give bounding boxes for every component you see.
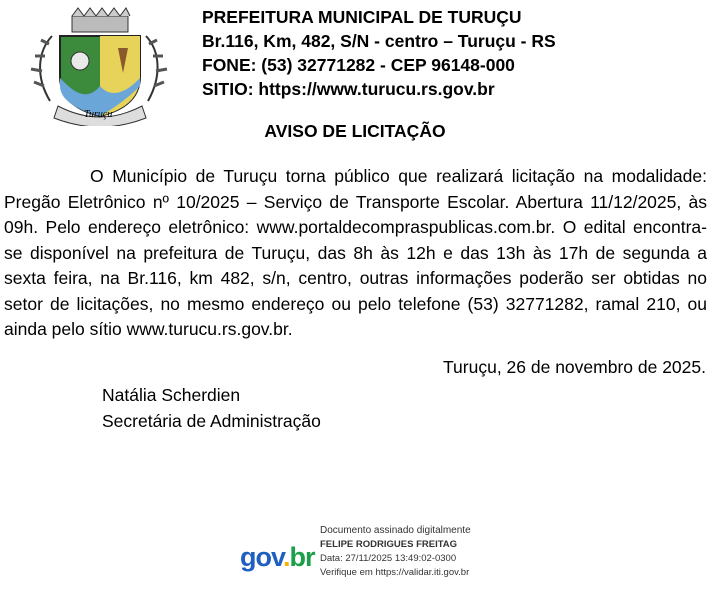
notice-body: O Município de Turuçu torna público que realizará licitação na modalidade: Pregão Eletrônico nº 10/2025 – Serviço de Transporte Escolar. Abertura 11/12/2025, às 09h. Pelo endereço eletrônico: www.portaldecompraspublicas.com.br. O edital encontra-se disponível na prefeitura de Turuçu, das 8h às 12h e das 13h às 17h de segunda a sexta feira, na Br.116, km 482, s/n, centro, outras informações poderão ser obtidas no setor de licitações, no mesmo endereço ou pelo telefone (53) 32771282, ramal 210, ou ainda pelo sítio www.turucu.rs.gov.br. — [4, 166, 707, 339]
digital-signature-stamp — [238, 524, 538, 590]
address-line: Br.116, Km, 482, S/N - centro – Turuçu - RS — [202, 31, 556, 51]
crest-ribbon-text: Turuçu — [84, 109, 113, 120]
crest-icon — [30, 6, 170, 126]
website-line: SITIO: https://www.turucu.rs.gov.br — [202, 79, 495, 99]
date-line: Turuçu, 26 de novembro de 2025. — [443, 357, 706, 377]
stamp-date: Data: 27/11/2025 13:49:02-0300 — [320, 553, 457, 564]
stamp-details — [320, 524, 471, 580]
stamp-label: Documento assinado digitalmente — [320, 525, 471, 536]
notice-title-wrap — [0, 121, 710, 142]
govbr-logo: gov.br — [240, 542, 315, 572]
stamp-verify: Verifique em https://validar.iti.gov.br — [320, 567, 470, 578]
signer-name: Natália Scherdien — [102, 385, 241, 405]
signature-block — [102, 383, 321, 434]
signer-role: Secretária de Administração — [102, 410, 321, 431]
notice-title: AVISO DE LICITAÇÃO — [264, 121, 446, 141]
municipality-name: PREFEITURA MUNICIPAL DE TURUÇU — [202, 7, 522, 27]
letterhead — [202, 5, 556, 101]
stamp-signer: FELIPE RODRIGUES FREITAG — [320, 539, 458, 550]
phone-line: FONE: (53) 32771282 - CEP 96148-000 — [202, 55, 515, 75]
municipal-crest — [30, 6, 170, 126]
